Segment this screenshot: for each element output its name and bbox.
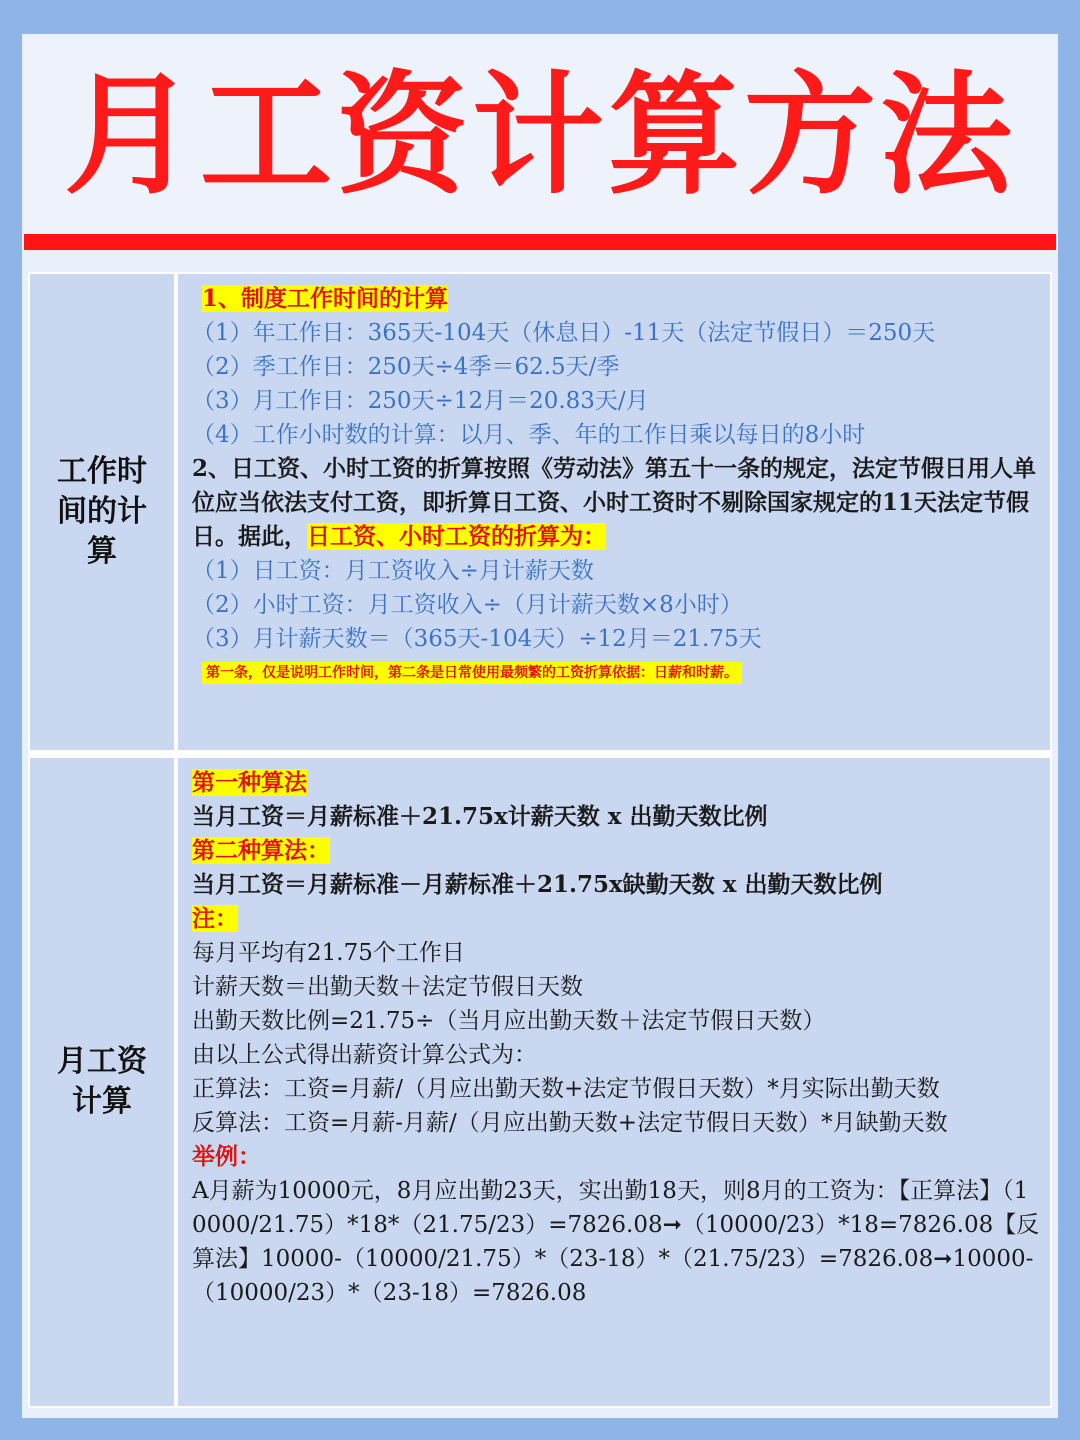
- table-row-work-time: [28, 272, 1052, 752]
- section-heading-1: 1、制度工作时间的计算: [202, 285, 449, 312]
- work-time-content: [178, 274, 1050, 750]
- note-title: 注：: [192, 905, 238, 932]
- note-line: 反算法：工资=月薪-月薪/（月应出勤天数+法定节假日天数）*月缺勤天数: [192, 1110, 948, 1136]
- paragraph-2: [192, 452, 1040, 554]
- list-item: （1）日工资：月工资收入÷月计薪天数: [192, 558, 594, 584]
- list-item: （2）小时工资：月工资收入÷（月计薪天数×8小时）: [192, 592, 743, 618]
- note-line: 出勤天数比例=21.75÷（当月应出勤天数＋法定节假日天数）: [192, 1008, 826, 1034]
- example-text: A月薪为10000元，8月应出勤23天，实出勤18天，则8月的工资为：【正算法】（10000/21.75）*18*（21.75/23）=7826.08➞（10000/23）*18=7826.08【反算法】10000-（10000/21.75）*（23-18）*（21.75/23）=7826.08➞10000-（10000/23）*（23-18）=7826.08: [192, 1178, 1040, 1306]
- monthly-salary-content: [178, 758, 1050, 1406]
- method2-title: 第二种算法：: [192, 837, 330, 864]
- note-line: 正算法：工资=月薪/（月应出勤天数+法定节假日天数）*月实际出勤天数: [192, 1076, 940, 1102]
- row-label-monthly-salary: 月工资计算: [57, 1044, 147, 1119]
- list-item: （2）季工作日：250天÷4季＝62.5天/季: [192, 354, 620, 380]
- note-line: 由以上公式得出薪资计算公式为：: [192, 1042, 537, 1068]
- table-row-monthly-salary: [28, 756, 1052, 1408]
- note-line: 计薪天数＝出勤天数＋法定节假日天数: [192, 974, 583, 1000]
- list-item: （4）工作小时数的计算：以月、季、年的工作日乘以每日的8小时: [192, 422, 866, 448]
- list-item: （1）年工作日：365天-104天（休息日）-11天（法定节假日）＝250天: [192, 320, 936, 346]
- title-panel: [24, 38, 1056, 234]
- method1-title: 第一种算法: [192, 769, 307, 796]
- paragraph-2-highlight: 日工资、小时工资的折算为：: [307, 523, 606, 550]
- content-table: [28, 272, 1052, 1408]
- row-label-cell: [30, 758, 174, 1406]
- title-divider: [24, 234, 1056, 250]
- row-label-cell: [30, 274, 174, 750]
- example-title: 举例：: [192, 1143, 261, 1170]
- footnote: 第一条，仅是说明工作时间，第二条是日常使用最频繁的工资折算依据：日薪和时薪。: [202, 662, 742, 684]
- paragraph-2-text: 2、日工资、小时工资的折算按照《劳动法》第五十一条的规定，法定节假日用人单位应当依法支付工资，即折算日工资、小时工资时不剔除国家规定的11天法定节假日。据此，: [192, 455, 1037, 550]
- list-item: （3）月工作日：250天÷12月＝20.83天/月: [192, 388, 649, 414]
- method1-formula: 当月工资＝月薪标准＋21.75x计薪天数 x 出勤天数比例: [192, 803, 768, 830]
- row-label-work-time: 工作时间的计算: [57, 454, 147, 569]
- list-item: （3）月计薪天数＝（365天-104天）÷12月＝21.75天: [192, 626, 762, 652]
- method2-formula: 当月工资＝月薪标准－月薪标准＋21.75x缺勤天数 x 出勤天数比例: [192, 871, 883, 898]
- page-title: 月工资计算方法: [64, 59, 1016, 213]
- note-line: 每月平均有21.75个工作日: [192, 940, 465, 966]
